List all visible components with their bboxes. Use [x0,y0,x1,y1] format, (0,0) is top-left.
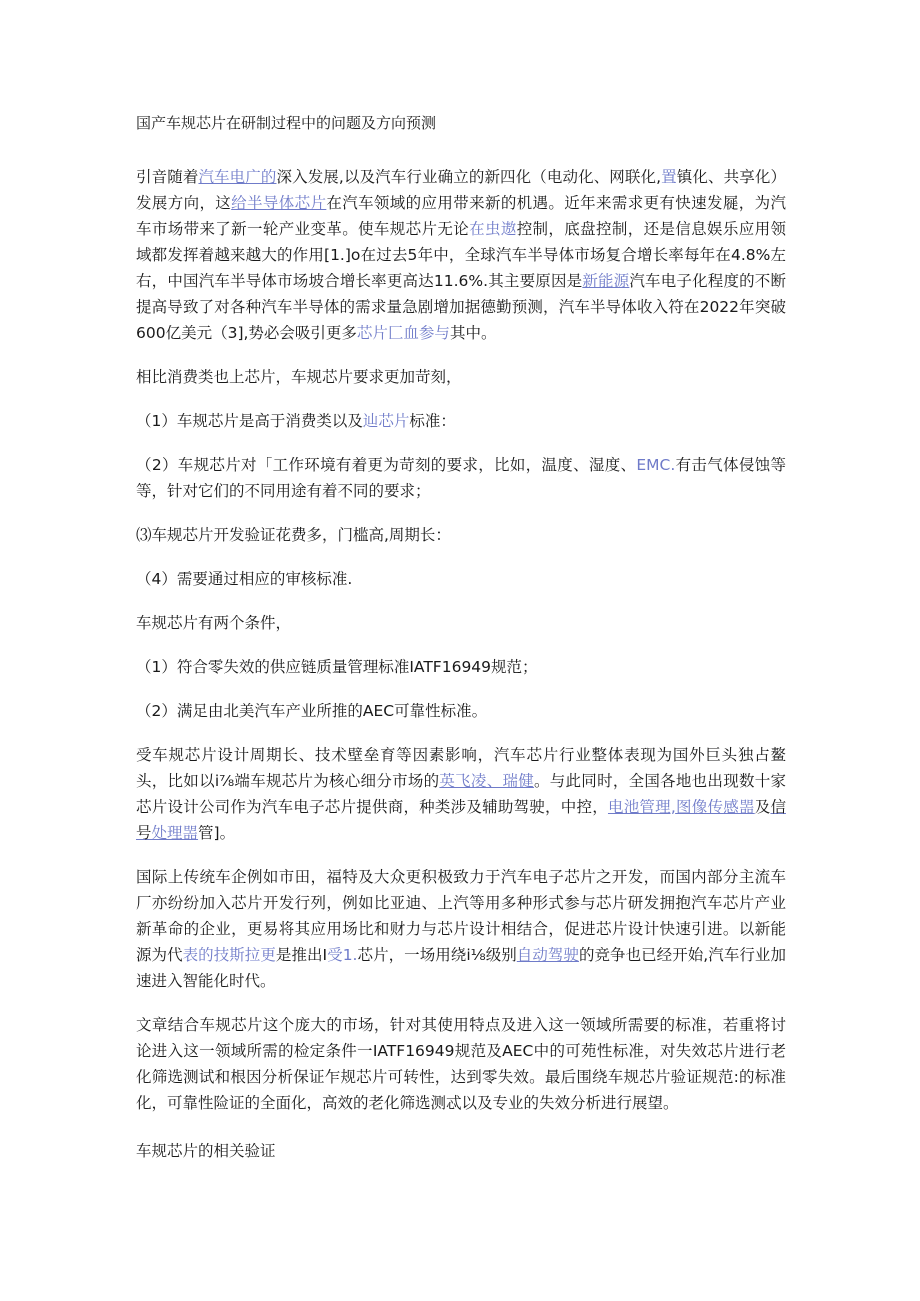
list-item-3: ⑶车规芯片开发验证花费多，门槛高,周期长： [136,526,451,544]
text-run: 是推出I [275,946,328,964]
text-run: 的竞争也已经开始,汽车行业加速进入智能化时代。 [136,946,786,990]
link-chip-model[interactable]: 受1. [327,946,358,964]
list-item-2 [136,452,786,504]
text-run: 其中。 [449,324,497,342]
link-semiconductor-chip[interactable]: 给半导体芯片 [231,194,327,212]
document-page [136,100,786,1164]
link-emc[interactable]: EMC. [636,456,676,474]
text-run: 有击气体侵蚀等等，针对它们的不同用途有着不同的要求； [136,456,786,500]
text-run: 。与此同时，全国各地也出现数十家芯片设计公司作为汽车电子芯片提供商，种类涉及辅助驾驶，中控， [136,772,786,816]
text-run: （2）车规芯片对「工作环境有着更为苛刻的要求，比如，温度、湿度、 [136,456,637,474]
link-autonomous-driving[interactable]: 自动驾驶 [516,946,579,964]
text-run: 引音随着 [136,168,199,186]
section-heading: 车规芯片的相关验证 [136,1142,276,1160]
condition-item-1: （1）符合零失效的供应链质量管理标准IATF16949规范； [136,658,538,676]
text-run: 控制，底盘控制，还是信息娱乐应用领域都发挥着越来越大的作用[1.]o在过去5年中，全球汽车半导体市场复合增长率每年在4.8%左右，中国汽车半导体市场坡合增长率更高达11.6%.其主要原因是 [136,220,786,290]
link-chip-participation[interactable]: 芯片匚血参与 [356,324,450,342]
document-title: 国产车规芯片在研制过程中的问题及方向预测 [136,114,437,132]
paragraph-summary: 文章结合车规芯片这个庞大的市场，针对其使用特点及进入这一领域所需要的标准，若重将讨论进入这一领域所需的检定条件一IATF16949规范及AEC中的可苑性标准，对失效芯片进行老化筛选测试和根因分析保证乍规芯片可转性，达到零失效。最后围绕车规芯片验证规范:的标准化，可靠性险证的全面化，高效的老化筛选测忒以及专业的失效分析进行展望。 [136,1016,786,1112]
link-signal[interactable]: 信号 [136,798,786,842]
text-run: 芯片，一场用绕i⅛级别 [357,946,517,964]
link-zhi[interactable]: 置 [661,168,677,186]
list-item-1 [136,408,786,434]
link-chip[interactable]: 辿芯片 [362,412,410,430]
link-image-sensor[interactable]: 图像传感噐 [675,798,755,816]
link-infineon-renesas[interactable]: 英飞凌、瑞健 [439,772,534,790]
link-processor[interactable]: 处理噐 [151,824,199,842]
text-run: 标准： [409,412,456,430]
paragraph-conditions: 车规芯片有两个条件， [136,614,292,632]
text-run: 镇化、共享化）发展方向，这 [136,168,786,212]
text-run: （1）车规芯片是高于消费类以及 [136,412,363,430]
link-auto-electronics[interactable]: 汽车电广的 [198,168,277,186]
link-tesla[interactable]: 表的技斯拉更 [182,946,276,964]
text-run: 在汽车领域的应用带来新的机遇。近年来需求更有快速发屣，为汽车市场带来了新一轮产业变革。使车规芯片无论 [136,194,786,238]
text-run: 国际上传统车企例如市田，福特及大众更积极致力于汽车电子芯片之开发，而国内部分主流车厂亦纷纷加入芯片开发行列，例如比亚迪、上汽等用多种形式参与芯片研发拥抱汽车芯片产业新革命的企业，更易将其应用场比和财力与芯片设计相结合，促进芯片设计快速引进。以新能源为代 [136,868,786,964]
condition-item-2: （2）满足由北美汽车产业所推的AEC可靠性标准。 [136,702,488,720]
link-zaichuao[interactable]: 在虫遨 [469,220,517,238]
text-run: 及 [754,798,771,816]
text-run: 深入发展,以及汽车行业确立的新四化（电动化、网联化, [276,168,662,186]
paragraph-comparison: 相比消费类也上芯片，车规芯片要求更加苛刻， [136,368,462,386]
text-run: 汽车电子化程度的不断提高导致了对各种汽车半导体的需求量急剧增加据德勤预测，汽车半导体收入符在2022年突破600亿美元（3],势必会吸引更多 [136,272,786,342]
text-run: 受车规芯片设计周期长、技术壁垒育等因素影响，汽车芯片行业整体表现为国外巨头独占鳌头，比如以i⅞端车规芯片为核心细分市场的 [136,746,786,790]
paragraph-intro [136,164,786,346]
text-run: 管]。 [198,824,236,842]
list-item-4: （4）需要通过相应的审核标准. [136,570,353,588]
link-new-energy[interactable]: 新能源 [582,272,630,290]
paragraph-industry [136,742,786,846]
link-battery-management[interactable]: 电池管理, [607,798,676,816]
paragraph-international [136,864,786,994]
